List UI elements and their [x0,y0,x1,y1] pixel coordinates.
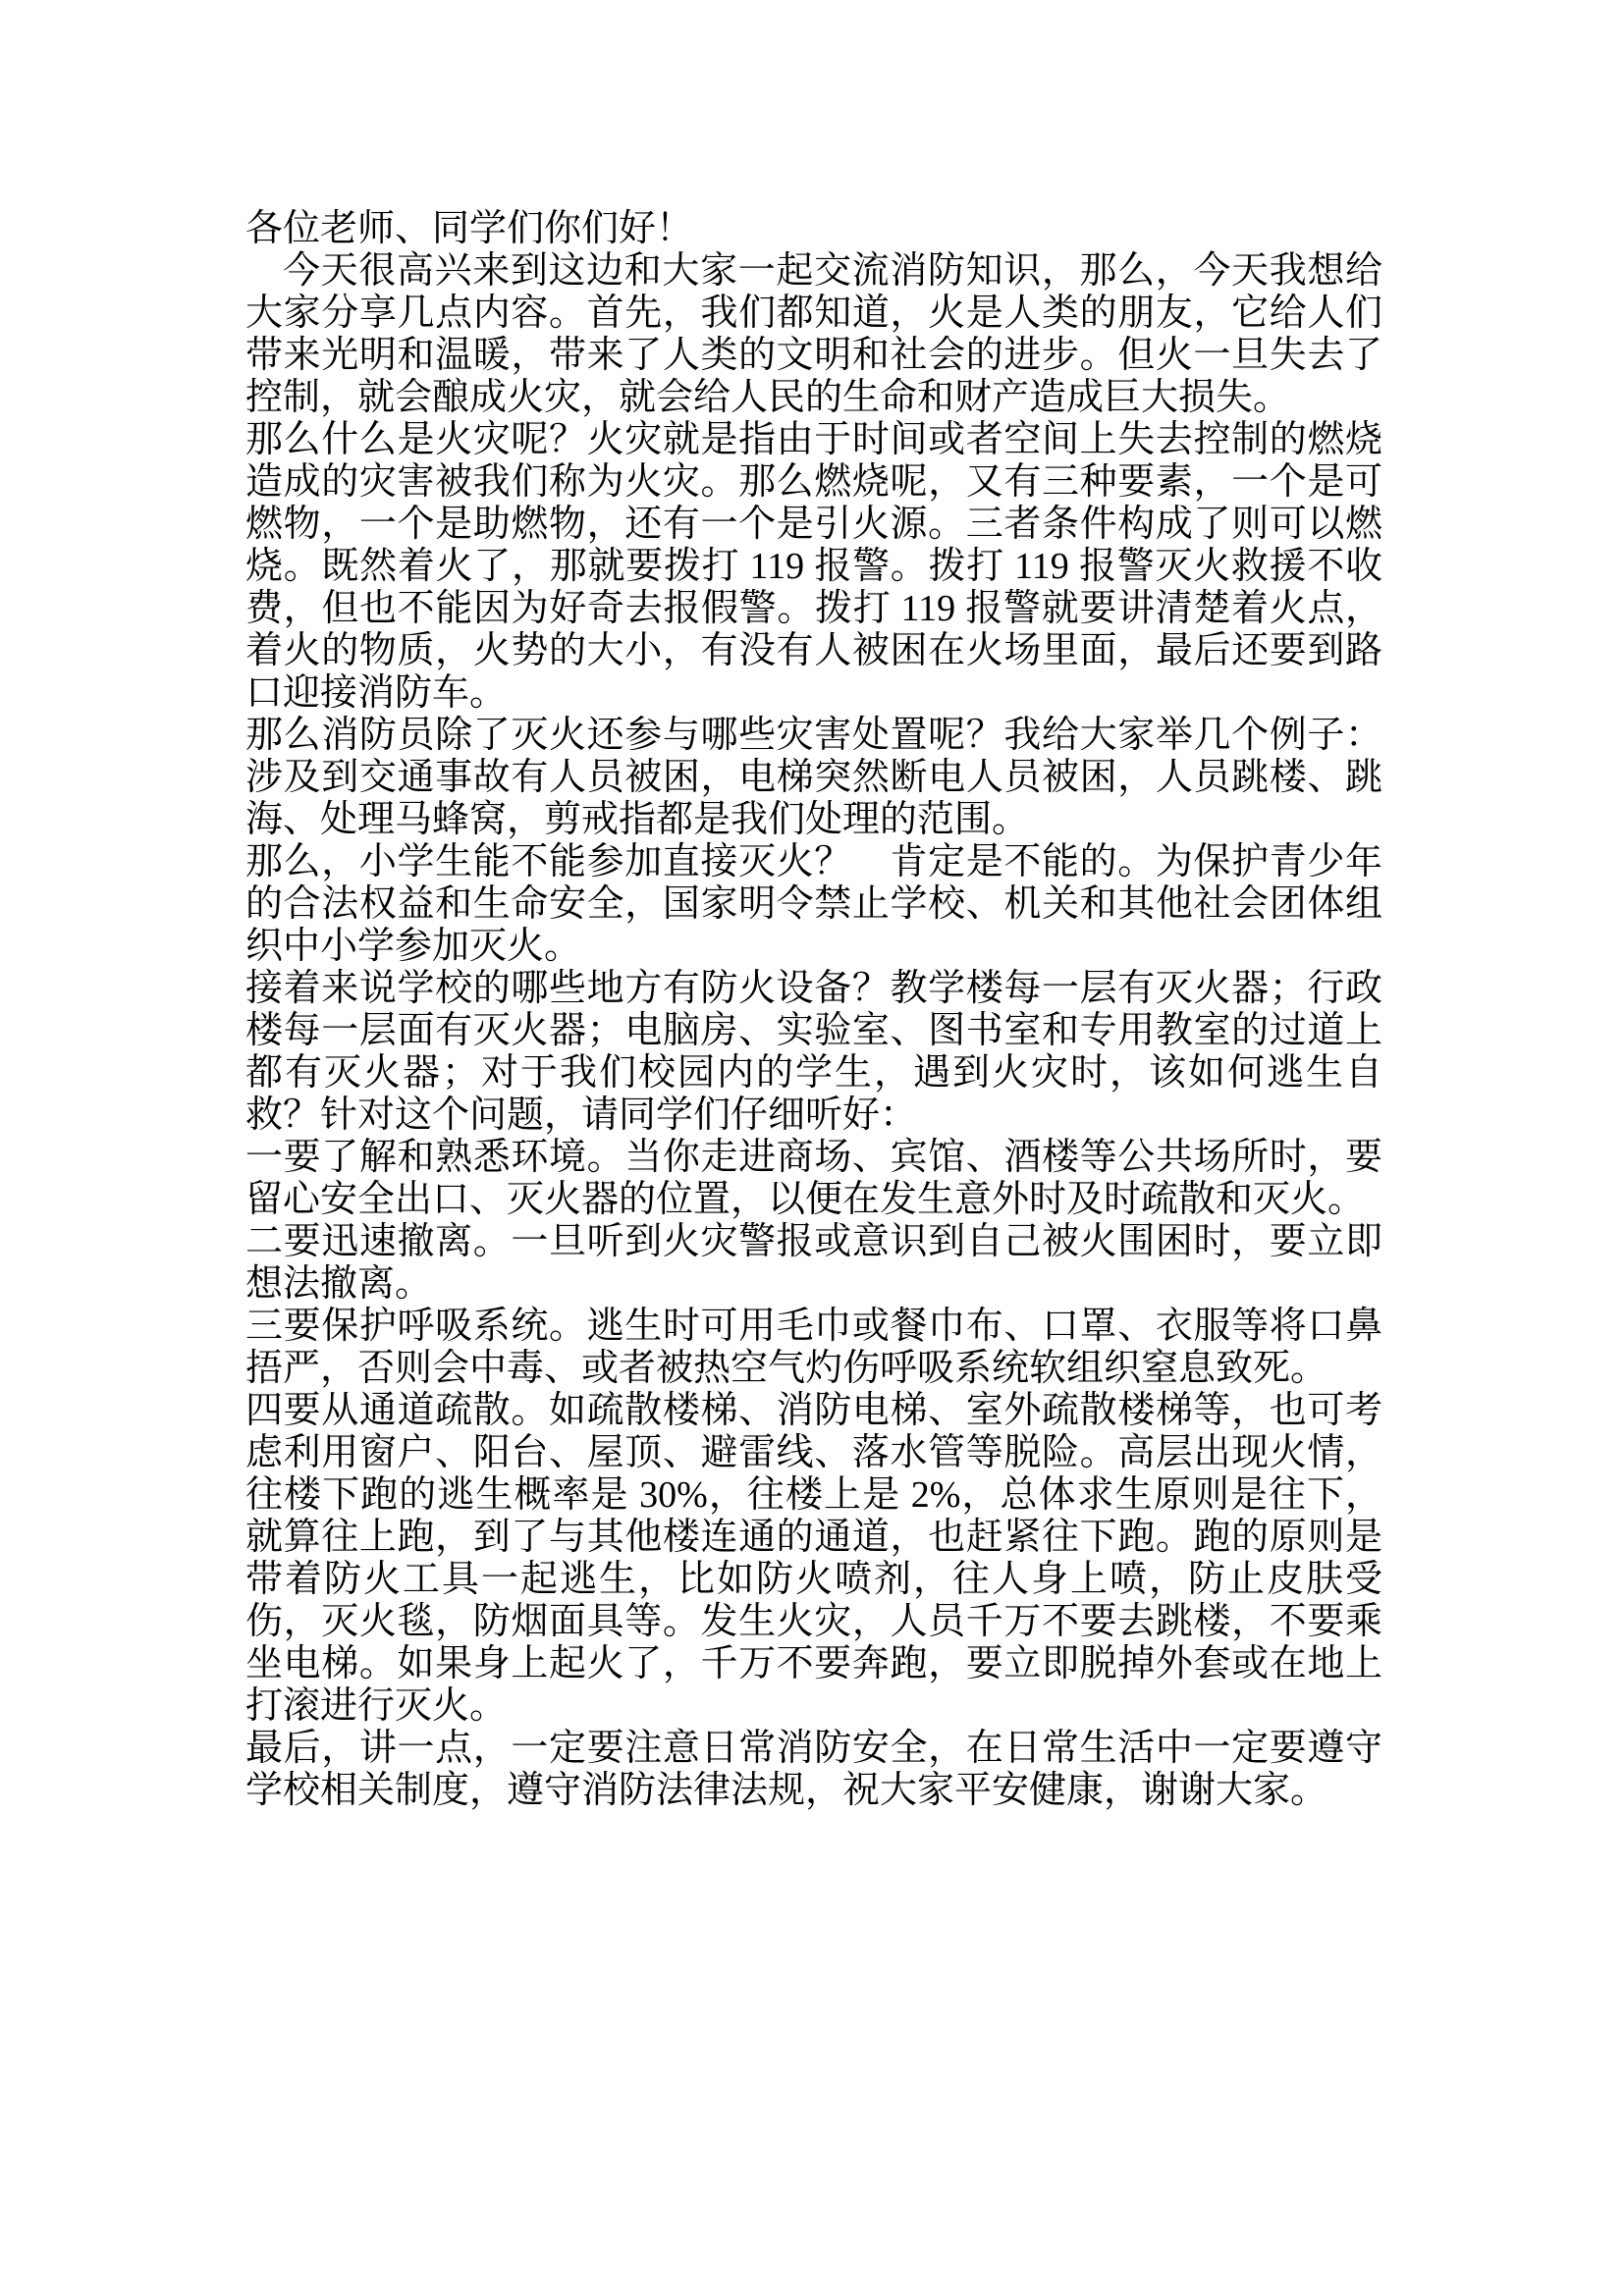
paragraph: 那么什么是火灾呢？火灾就是指由于时间或者空间上失去控制的燃烧造成的灾害被我们称为火灾。那么燃烧呢，又有三种要素，一个是可燃物，一个是助燃物，还有一个是引火源。三者条件构成了则可以燃烧。既然着火了，那就要拨打 119 报警。拨打 119 报警灭火救援不收费，但也不能因为好奇去报假警。拨打 119 报警就要讲清楚着火点，着火的物质，火势的大小，有没有人被困在火场里面，最后还要到路口迎接消防车。 [245,419,1382,714]
paragraph: 最后，讲一点，一定要注意日常消防安全，在日常生活中一定要遵守学校相关制度，遵守消防法律法规，祝大家平安健康，谢谢大家。 [245,1728,1382,1811]
paragraph: 三要保护呼吸系统。逃生时可用毛巾或餐巾布、口罩、衣服等将口鼻捂严，否则会中毒、或者被热空气灼伤呼吸系统软组织窒息致死。 [245,1306,1382,1389]
paragraph: 二要迅速撤离。一旦听到火灾警报或意识到自己被火围困时，要立即想法撤离。 [245,1221,1382,1305]
paragraph: 各位老师、同学们你们好！ [245,208,694,249]
paragraph: 四要从通道疏散。如疏散楼梯、消防电梯、室外疏散楼梯等，也可考虑利用窗户、阳台、屋顶、避雷线、落水管等脱险。高层出现火情，往楼下跑的逃生概率是 30%，往楼上是 2%，总体求生原则是往下，就算往上跑，到了与其他楼连通的通道，也赶紧往下跑。跑的原则是带着防火工具一起逃生，比如防火喷剂，往人身上喷，防止皮肤受伤，灭火毯，防烟面具等。发生火灾，人员千万不要去跳楼，不要乘坐电梯。如果身上起火了，千万不要奔跑，要立即脱掉外套或在地上打滚进行灭火。 [245,1390,1382,1727]
paragraph: 那么消防员除了灭火还参与哪些灾害处置呢？我给大家举几个例子：涉及到交通事故有人员被困，电梯突然断电人员被困，人员跳楼、跳海、处理马蜂窝，剪戒指都是我们处理的范围。 [245,715,1382,840]
paragraph: 今天很高兴来到这边和大家一起交流消防知识，那么，今天我想给大家分享几点内容。首先，我们都知道，火是人类的朋友，它给人们带来光明和温暖，带来了人类的文明和社会的进步。但火一旦失去了控制，就会酿成火灾，就会给人民的生命和财产造成巨大损失。 [245,250,1382,418]
paragraph: 一要了解和熟悉环境。当你走进商场、宾馆、酒楼等公共场所时，要留心安全出口、灭火器的位置，以便在发生意外时及时疏散和灭火。 [245,1137,1382,1220]
paragraph: 接着来说学校的哪些地方有防火设备？教学楼每一层有灭火器；行政楼每一层面有灭火器；电脑房、实验室、图书室和专用教室的过道上都有灭火器；对于我们校园内的学生，遇到火灾时，该如何逃生自救？针对这个问题，请同学们仔细听好： [245,968,1382,1136]
document-body [245,208,1382,1812]
paragraph: 那么，小学生能不能参加直接灭火？ 肯定是不能的。为保护青少年的合法权益和生命安全，国家明令禁止学校、机关和其他社会团体组织中小学参加灭火。 [245,841,1382,967]
